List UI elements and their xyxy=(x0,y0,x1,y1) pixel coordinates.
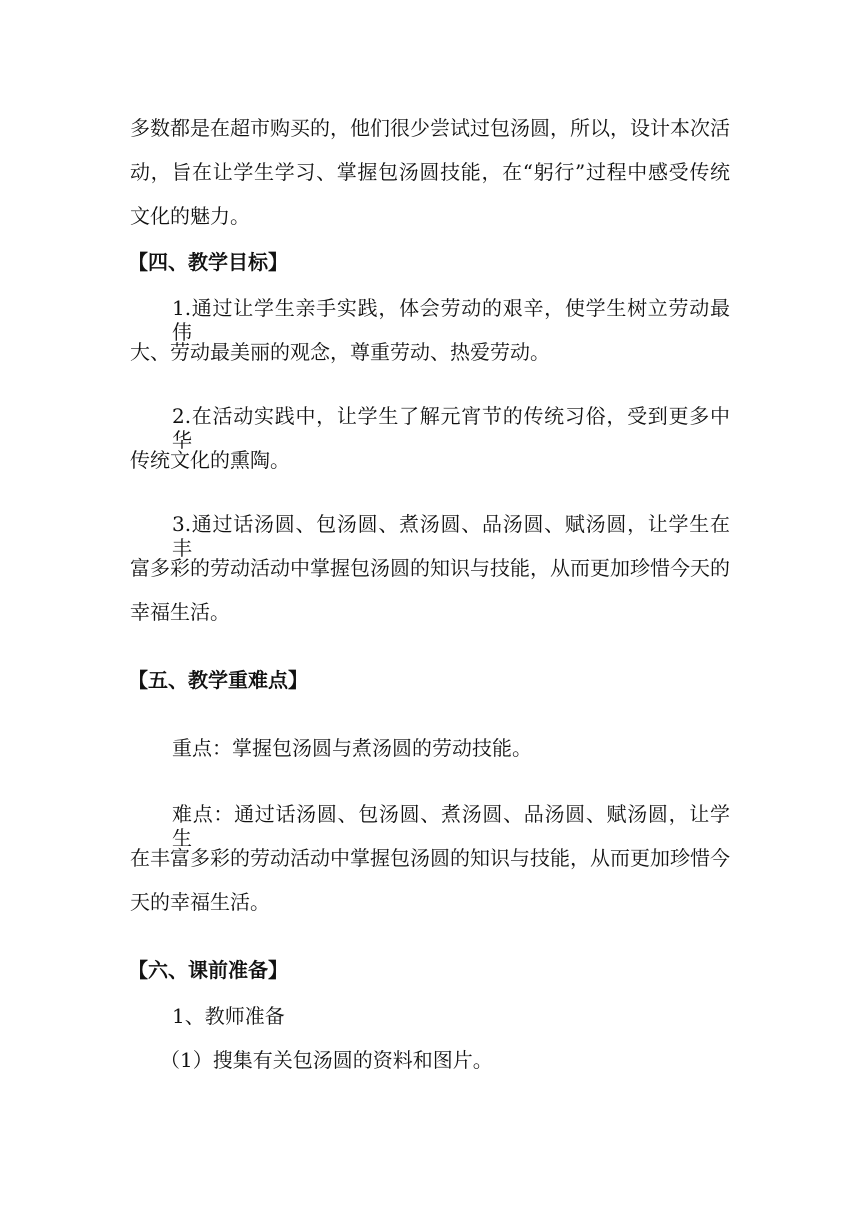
difficulty-line-3: 天的幸福生活。 xyxy=(130,890,270,914)
section-heading-goals: 【四、教学目标】 xyxy=(128,250,288,274)
goal-1-line-2: 大、劳动最美丽的观念，尊重劳动、热爱劳动。 xyxy=(130,340,550,364)
teacher-prep-label: 1、教师准备 xyxy=(172,1004,285,1028)
goal-3-line-2: 富多彩的劳动活动中掌握包汤圆的知识与技能，从而更加珍惜今天的 xyxy=(130,556,730,580)
prep-item-1: （1）搜集有关包汤圆的资料和图片。 xyxy=(160,1048,493,1072)
key-focus: 重点：掌握包汤圆与煮汤圆的劳动技能。 xyxy=(172,736,532,760)
intro-line-2: 动，旨在让学生学习、掌握包汤圆技能，在“躬行”过程中感受传统 xyxy=(130,160,730,184)
section-heading-keypoints: 【五、教学重难点】 xyxy=(128,668,308,692)
intro-line-1: 多数都是在超市购买的，他们很少尝试过包汤圆，所以，设计本次活 xyxy=(130,116,730,140)
section-heading-prep: 【六、课前准备】 xyxy=(128,958,288,982)
goal-3-line-1: 3.通过话汤圆、包汤圆、煮汤圆、品汤圆、赋汤圆，让学生在丰 xyxy=(172,512,730,560)
goal-2-line-1: 2.在活动实践中，让学生了解元宵节的传统习俗，受到更多中华 xyxy=(172,404,730,452)
goal-3-line-3: 幸福生活。 xyxy=(130,600,230,624)
difficulty-line-2: 在丰富多彩的劳动活动中掌握包汤圆的知识与技能，从而更加珍惜今 xyxy=(130,846,730,870)
goal-1-line-1: 1.通过让学生亲手实践，体会劳动的艰辛，使学生树立劳动最伟 xyxy=(172,296,730,344)
difficulty-line-1: 难点：通过话汤圆、包汤圆、煮汤圆、品汤圆、赋汤圆，让学生 xyxy=(172,802,730,850)
intro-line-3: 文化的魅力。 xyxy=(130,204,250,228)
goal-2-line-2: 传统文化的熏陶。 xyxy=(130,448,290,472)
